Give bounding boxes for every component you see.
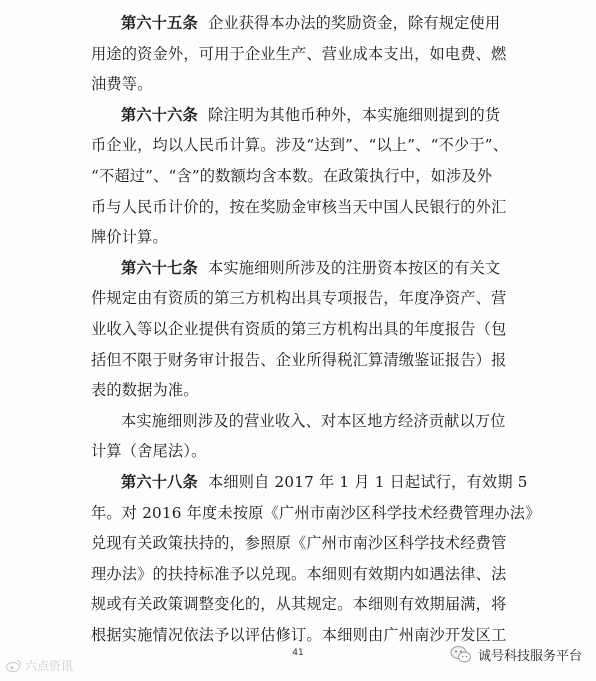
line-text: 除注明为其他币种外，本实施细则提到的货 (207, 105, 501, 124)
text-line (91, 620, 511, 651)
article-number: 第六十五条 (121, 14, 198, 32)
text-line (91, 314, 511, 345)
article-number: 第六十八条 (121, 472, 198, 491)
text-line (91, 100, 511, 131)
line-text: 年。对 2016 年度未按原《广州市南沙区科学技术经费管理办法》 (91, 503, 541, 522)
text-line (91, 39, 511, 70)
text-line (91, 589, 511, 620)
watermark-left-text: 六点资讯 (25, 659, 74, 673)
line-text: 币企业，均以人民币计算。涉及“达到”、“以上”、“不少于”、 (91, 136, 509, 155)
line-text: 牌价计算。 (91, 228, 168, 247)
text-line (91, 253, 511, 284)
line-text: 本细则自 2017 年 1 月 1 日起试行，有效期 5 (207, 472, 528, 491)
line-text: 理办法》的扶持标准予以兑现。本细则有效期内如遇法律、法 (91, 564, 507, 583)
text-line (91, 192, 511, 223)
text-line (91, 222, 511, 253)
text-line (91, 467, 528, 498)
text-line (91, 498, 541, 529)
line-text: 计算（舍尾法）。 (91, 442, 207, 461)
line-text: 根据实施情况依法予以评估修订。本细则由广州南沙开发区工 (91, 625, 507, 644)
document-body (91, 8, 541, 650)
text-line (91, 69, 511, 100)
text-line (91, 8, 511, 39)
line-text: 企业获得本办法的奖励资金，除有规定使用 (207, 14, 501, 32)
line-text: 兑现有关政策扶持的，参照原《广州市南沙区科学技术经费管 (91, 534, 507, 553)
watermark-right (450, 645, 582, 664)
text-line (91, 436, 511, 467)
watermark-right-text: 诚号科技服务平台 (477, 649, 582, 664)
wechat-icon (450, 645, 472, 664)
line-text: 币与人民币计价的，按在奖励金审核当天中国人民银行的外汇 (91, 197, 507, 216)
line-text: 表的数据为准。 (91, 381, 199, 400)
article-number: 第六十七条 (121, 258, 198, 277)
line-text: 括但不限于财务审计报告、企业所得税汇算清缴鉴证报告）报 (91, 350, 507, 369)
line-text: 件规定由有资质的第三方机构出具专项报告，年度净资产、营 (91, 289, 507, 308)
line-text: “不超过”、“含”的数额均含本数。在政策执行中，如涉及外 (91, 166, 493, 185)
text-line (91, 130, 511, 161)
text-line (91, 559, 511, 590)
line-text: 本实施细则涉及的营业收入、对本区地方经济贡献以万位 (121, 411, 506, 430)
text-line (91, 283, 511, 314)
line-text: 规或有关政策调整变化的，从其规定。本细则有效期届满，将 (91, 595, 507, 614)
text-line (91, 375, 511, 406)
line-text: 油费等。 (91, 75, 153, 94)
watermark-left (6, 657, 73, 674)
line-text: 用途的资金外，可用于企业生产、营业成本支出，如电费、燃 (91, 44, 507, 63)
weibo-icon (6, 659, 22, 672)
page-number: 41 (292, 648, 304, 658)
line-text: 本实施细则所涉及的注册资本按区的有关文 (207, 258, 501, 277)
line-text: 业收入等以企业提供有资质的第三方机构出具的年度报告（包 (91, 319, 507, 338)
text-line (91, 161, 511, 192)
text-line (91, 345, 511, 376)
text-line (91, 406, 511, 437)
text-line (91, 528, 511, 559)
article-number: 第六十六条 (121, 105, 198, 124)
